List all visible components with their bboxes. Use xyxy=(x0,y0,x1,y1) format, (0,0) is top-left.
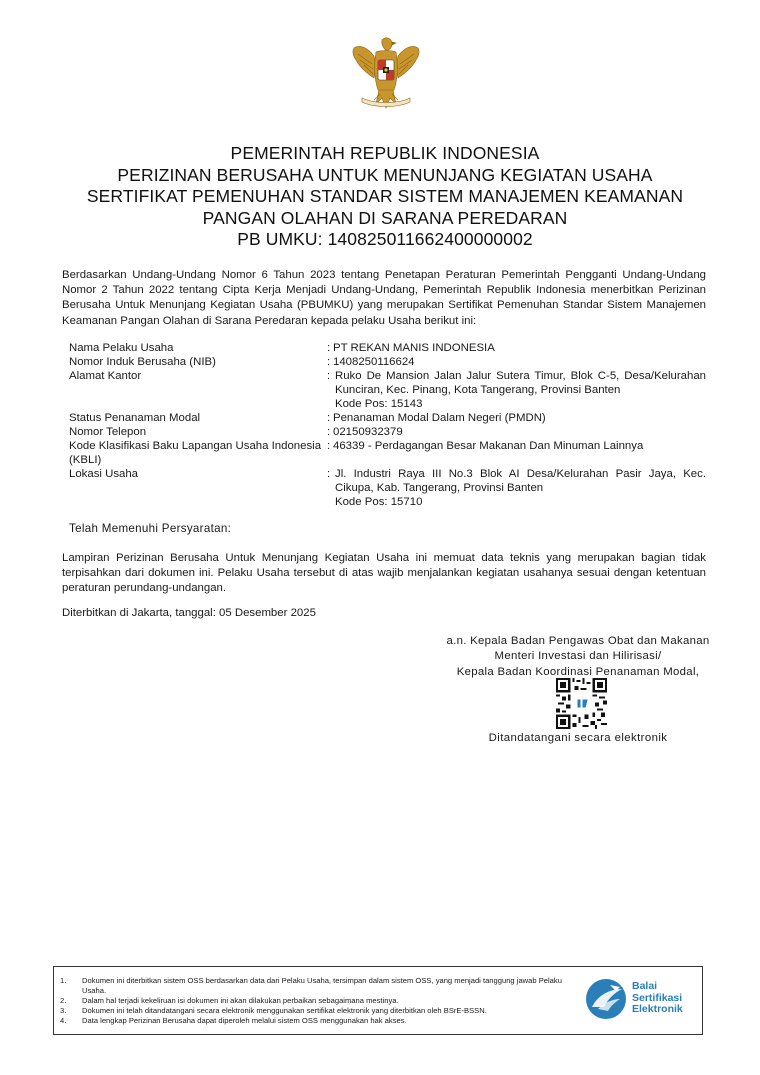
address-text: Jl. Industri Raya III No.3 Blok AI Desa/Kelurahan Pasir Jaya, Kec. Cikupa, Kab. Tangerang, Provinsi Banten xyxy=(335,468,706,494)
title-line-3: SERTIFIKAT PEMENUHAN STANDAR SISTEM MANAJEMEN KEAMANAN xyxy=(86,186,684,206)
field-label xyxy=(69,439,331,467)
note-text: Data lengkap Perizinan Berusaha dapat diperoleh melalui sistem OSS menggunakan hak akses. xyxy=(82,1016,407,1025)
note-text: Dokumen ini diterbitkan sistem OSS berdasarkan data dari Pelaku Usaha, tersimpan dalam sistem OSS, yang menjadi tanggung jawab Pelaku Usaha. xyxy=(82,976,562,995)
kbli-label-abbr: (KBLI) xyxy=(69,454,102,466)
qr-code-icon xyxy=(556,678,607,729)
field-value xyxy=(333,467,706,509)
pb-umku-number: PB UMKU: 140825011662400000002 xyxy=(237,229,533,249)
note-number: 2. xyxy=(60,996,67,1005)
postal-code: Kode Pos: 15143 xyxy=(335,398,423,410)
bsre-logo-text xyxy=(632,981,683,1016)
signatory-line-3: Kepala Badan Koordinasi Penanaman Modal, xyxy=(456,665,700,678)
signatory-block xyxy=(440,634,716,680)
signatory-line-1: a.n. Kepala Badan Pengawas Obat dan Makanan xyxy=(446,635,710,647)
footer-notes-box xyxy=(53,966,703,1035)
issue-date: Diterbitkan di Jakarta, tanggal: 05 Desember 2025 xyxy=(62,607,316,619)
bsre-logo xyxy=(584,977,696,1025)
postal-code: Kode Pos: 15710 xyxy=(335,496,423,508)
signatory-line-2: Menteri Investasi dan Hilirisasi/ xyxy=(494,650,662,663)
footer-note xyxy=(60,996,572,1006)
field-value: PT REKAN MANIS INDONESIA xyxy=(333,342,495,354)
bsre-emblem-icon xyxy=(584,977,628,1021)
field-value: 02150932379 xyxy=(333,426,403,438)
note-text: Dokumen ini telah ditandatangani secara elektronik menggunakan sertifikat elektronik yang diterbitkan oleh BSrE-BSSN. xyxy=(82,1006,487,1015)
bsre-line-2: Sertifikasi xyxy=(632,991,683,1004)
field-separator: : xyxy=(327,440,331,452)
field-separator: : xyxy=(327,370,331,382)
intro-paragraph: Berdasarkan Undang-Undang Nomor 6 Tahun 2023 tentang Penetapan Peraturan Pemerintah Pengganti Undang-Undang Nomor 2 Tahun 2022 tentang Cipta Kerja Menjadi Undang-Undang, Pemerintah Republik Indonesia menerbitkan Perizinan Berusaha Untuk Menunjang Kegiatan Usaha (PBUMKU) yang merupakan Sertifikat Pemenuhan Standar Sistem Manajemen Keamanan Pangan Olahan di Sarana Peredaran kepada pelaku Usaha berikut ini: xyxy=(62,269,706,327)
kbli-label: Kode Klasifikasi Baku Lapangan Usaha Indonesia xyxy=(69,440,322,452)
attachment-paragraph: Lampiran Perizinan Berusaha Untuk Menunjang Kegiatan Usaha ini memuat data teknis yang merupakan bagian tidak terpisahkan dari dokumen ini. Pelaku Usaha tersebut di atas wajib menjalankan kegiatan usahanya sesuai dengan ketentuan peraturan perundang-undangan. xyxy=(62,552,706,595)
note-text: Dalam hal terjadi kekeliruan isi dokumen ini akan dilakukan perbaikan sebagaimana mestinya. xyxy=(82,996,399,1005)
field-separator: : xyxy=(327,342,331,354)
field-separator: : xyxy=(327,412,331,424)
title-line-2: PERIZINAN BERUSAHA UNTUK MENUNJANG KEGIATAN USAHA xyxy=(117,164,653,185)
footer-note xyxy=(60,976,572,996)
title-line-1: PEMERINTAH REPUBLIK INDONESIA xyxy=(230,143,540,163)
field-separator: : xyxy=(327,468,331,480)
field-separator: : xyxy=(327,426,331,438)
footer-notes-list xyxy=(60,976,572,1026)
document-title xyxy=(40,143,730,251)
field-value xyxy=(333,369,706,411)
bsre-line-3: Elektronik xyxy=(632,1003,683,1015)
electronic-signature-note: Ditandatangani secara elektronik xyxy=(488,732,668,744)
footer-note xyxy=(60,1006,572,1016)
note-number: 1. xyxy=(60,976,67,985)
bsre-line-1: Balai xyxy=(632,980,658,992)
requirements-heading: Telah Memenuhi Persyaratan: xyxy=(69,522,232,535)
field-label: Lokasi Usaha xyxy=(69,468,139,480)
note-number: 4. xyxy=(60,1016,67,1025)
note-number: 3. xyxy=(60,1006,67,1015)
title-line-4: PANGAN OLAHAN DI SARANA PEREDARAN xyxy=(202,207,568,228)
garuda-pancasila-emblem-icon xyxy=(346,34,426,112)
field-value: Penanaman Modal Dalam Negeri (PMDN) xyxy=(333,412,546,424)
footer-note xyxy=(60,1016,572,1026)
field-value: 1408250116624 xyxy=(333,356,415,368)
field-separator: : xyxy=(327,356,331,368)
field-label: Alamat Kantor xyxy=(69,370,142,382)
field-value: 46339 - Perdagangan Besar Makanan Dan Minuman Lainnya xyxy=(333,440,644,452)
field-label: Nama Pelaku Usaha xyxy=(69,342,174,354)
field-label: Nomor Telepon xyxy=(69,426,147,438)
field-label: Status Penanaman Modal xyxy=(69,412,201,424)
field-label: Nomor Induk Berusaha (NIB) xyxy=(69,356,216,368)
address-text: Ruko De Mansion Jalan Jalur Sutera Timur, Blok C-5, Desa/Kelurahan Kunciran, Kec. Pinang, Kota Tangerang, Provinsi Banten xyxy=(335,370,706,396)
